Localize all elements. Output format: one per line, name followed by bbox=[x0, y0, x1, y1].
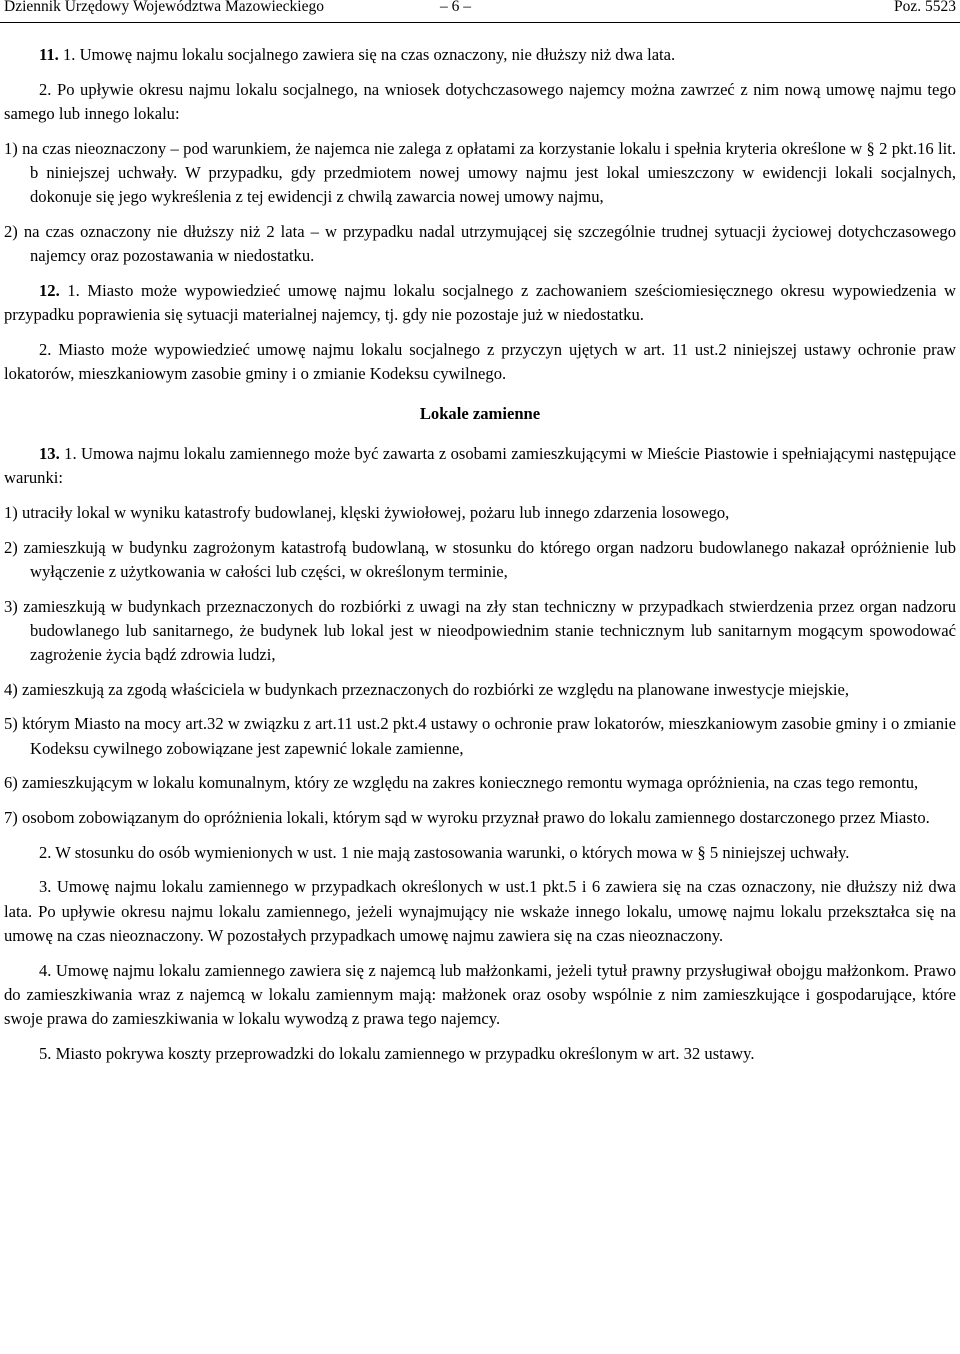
section-13-paragraph-1 bbox=[4, 442, 956, 490]
section-11-paragraph-2: 2. Po upływie okresu najmu lokalu socjalnego, na wniosek dotychczasowego najemcy można zawrzeć z nim nową umowę najmu tego samego lub innego lokalu: bbox=[4, 79, 956, 123]
list-item: 6) zamieszkującym w lokalu komunalnym, który ze względu na zakres koniecznego remontu wymaga opróżnienia, na czas tego remontu, bbox=[4, 773, 919, 793]
paragraph-text: 1. Umowa najmu lokalu zamiennego może być zawarta z osobami zamieszkującymi w Mieście Piastowie i spełniającymi następujące warunki: bbox=[4, 444, 956, 488]
section-12-paragraph-1 bbox=[4, 279, 956, 327]
list-item: 1) na czas nieoznaczony – pod warunkiem, że najemca nie zalega z opłatami za korzystanie lokalu i spełnia kryteria określone w § 2 pkt.16 lit. b niniejszej uchwały. W przypadku, gdy przedmiotem nowej umowy najmu jest lokal umieszczony w ewidencji lokali socjalnych, dokonuje się jego wykreślenia z tej ewidencji z chwilą zawarcia nowej umowy najmu, bbox=[4, 138, 956, 207]
paragraph-text: 1. Umowę najmu lokalu socjalnego zawiera się na czas oznaczony, nie dłuższy niż dwa lata. bbox=[62, 45, 676, 64]
position-number: Poz. 5523 bbox=[894, 0, 956, 15]
section-12-paragraph-2: 2. Miasto może wypowiedzieć umowę najmu lokalu socjalnego z przyczyn ujętych w art. 11 ust.2 niniejszej ustawy ochronie praw lokatorów, mieszkaniowym zasobie gminy i o zmianie Kodeksu cywilnego. bbox=[4, 339, 956, 383]
section-number: 12. bbox=[39, 280, 60, 300]
document-body bbox=[4, 43, 956, 1066]
section-heading: Lokale zamienne bbox=[419, 403, 541, 423]
section-number: 11. bbox=[39, 45, 59, 64]
section-number: 13. bbox=[39, 444, 60, 464]
section-13-paragraph-2: 2. W stosunku do osób wymienionych w ust. 1 nie mają zastosowania warunki, o których mowa w § 5 niniejszej uchwały. bbox=[39, 842, 850, 862]
list-item: 3) zamieszkują w budynkach przeznaczonych do rozbiórki z uwagi na zły stan techniczny w przypadkach stwierdzenia przez organ nadzoru budowlanego lub sanitarnego, że budynek lub lokal jest w nieodpowiednim stanie technicznym lub sanitarnym mogącym spowodować zagrożenie życia bądź zdrowia ludzi, bbox=[4, 596, 956, 665]
section-13-paragraph-4: 4. Umowę najmu lokalu zamiennego zawiera się z najemcą lub małżonkami, jeżeli tytuł prawny przysługiwał obojgu małżonkom. Prawo do zamieszkiwania wraz z najemcą w lokalu zamiennym mają: małżonek oraz osoby wspólnie z nim zamieszkujące i gospodarujące, które swoje prawa do zamieszkiwania w lokalu wywodzą z prawa tego najemcy. bbox=[4, 960, 956, 1028]
paragraph-text: 1. Miasto może wypowiedzieć umowę najmu lokalu socjalnego z zachowaniem sześciomiesięcznego okresu wypowiedzenia w przypadku poprawienia się sytuacji materialnej najemcy, tj. gdy nie pozostaje już w niedostatku. bbox=[4, 280, 956, 324]
section-13-paragraph-5: 5. Miasto pokrywa koszty przeprowadzki do lokalu zamiennego w przypadku określonym w art. 32 ustawy. bbox=[39, 1043, 755, 1063]
journal-title: Dziennik Urzędowy Województwa Mazowieckiego bbox=[4, 0, 324, 15]
list-item: 1) utraciły lokal w wyniku katastrofy budowlanej, klęski żywiołowej, pożaru lub innego zdarzenia losowego, bbox=[4, 503, 730, 523]
list-item: 5) którym Miasto na mocy art.32 w związku z art.11 ust.2 pkt.4 ustawy o ochronie praw lokatorów, mieszkaniowym zasobie gminy i o zmianie Kodeksu cywilnego zobowiązane jest zapewnić lokale zamienne, bbox=[4, 714, 956, 758]
section-11-paragraph-1 bbox=[4, 43, 956, 67]
section-13-paragraph-3: 3. Umowę najmu lokalu zamiennego w przypadkach określonych w ust.1 pkt.5 i 6 zawiera się na czas oznaczony, nie dłuższy niż dwa lata. Po upływie okresu najmu lokalu zamiennego, jeżeli wynajmujący nie wskaże innego lokalu, umowę najmu lokalu przekształca się na umowę na czas nieoznaczony. W pozostałych przypadkach umowę najmu zawiera się na czas nieoznaczony. bbox=[4, 877, 956, 945]
list-item: 2) na czas oznaczony nie dłuższy niż 2 lata – w przypadku nadal utrzymującej się szczególnie trudnej sytuacji życiowej dotychczasowego najemcy oraz pozostawania w niedostatku. bbox=[4, 221, 956, 265]
list-item: 4) zamieszkują za zgodą właściciela w budynkach przeznaczonych do rozbiórki ze względu na planowane inwestycje miejskie, bbox=[4, 679, 850, 699]
list-item: 7) osobom zobowiązanym do opróżnienia lokali, którym sąd w wyroku przyznał prawo do lokalu zamiennego dostarczonego przez Miasto. bbox=[4, 808, 930, 828]
page-number: – 6 – bbox=[440, 0, 471, 15]
list-item: 2) zamieszkują w budynku zagrożonym katastrofą budowlaną, w stosunku do którego organ nadzoru budowlanego nakazał opróżnienie lub wyłączenie z użytkowania w całości lub części, w określonym terminie, bbox=[4, 537, 956, 581]
page-header bbox=[0, 0, 960, 23]
